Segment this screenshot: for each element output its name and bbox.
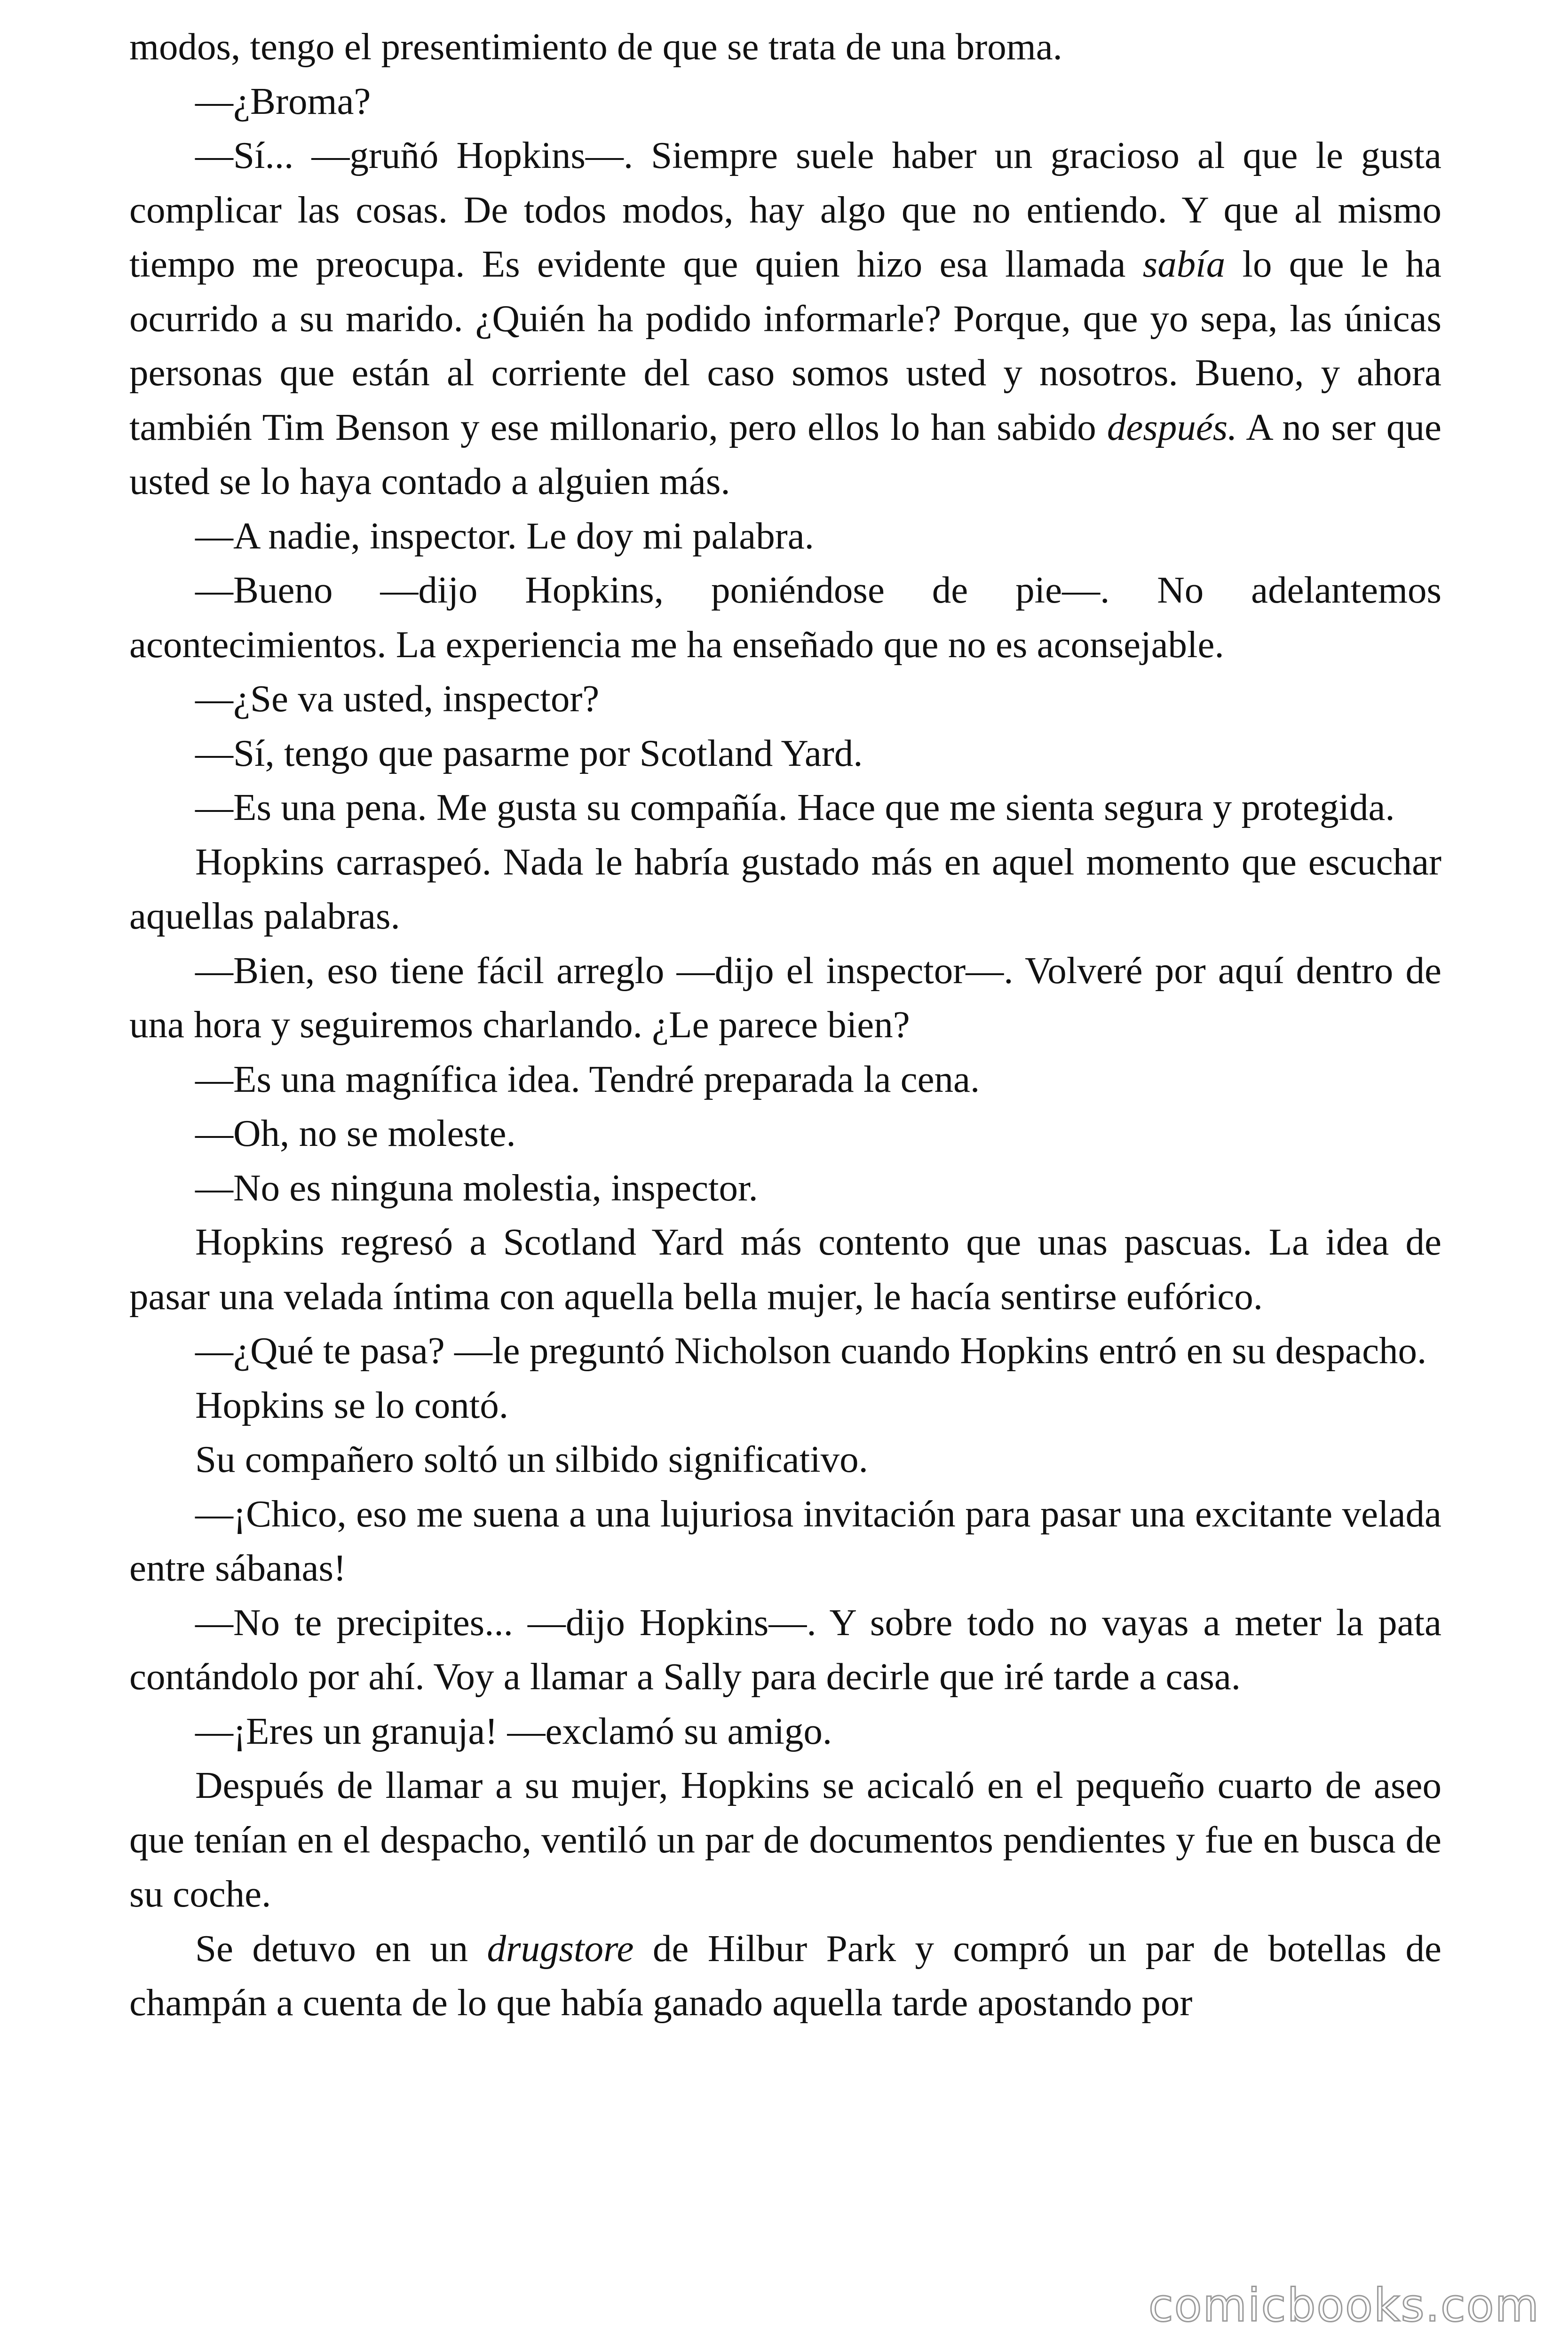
paragraph-text: —Bien, eso tiene fácil arreglo —dijo el inspector—. Volveré por aquí dentro de una hora y seguiremos charlando. ¿Le parece bien? bbox=[129, 949, 1441, 1046]
paragraph bbox=[129, 1704, 1441, 1759]
paragraph bbox=[129, 563, 1441, 672]
paragraph-text: Hopkins carraspeó. Nada le habría gustado más en aquel momento que escuchar aquellas palabras. bbox=[129, 840, 1441, 937]
text-body bbox=[129, 20, 1441, 2030]
paragraph bbox=[129, 509, 1441, 564]
watermark: comicbooks.com bbox=[1148, 2279, 1540, 2332]
paragraph bbox=[129, 1758, 1441, 1922]
paragraph bbox=[129, 780, 1441, 835]
paragraph-text: —A nadie, inspector. Le doy mi palabra. bbox=[195, 514, 814, 557]
paragraph-text: —Es una magnífica idea. Tendré preparada la cena. bbox=[195, 1057, 980, 1100]
paragraph-text: Hopkins regresó a Scotland Yard más contento que unas pascuas. La idea de pasar una velada íntima con aquella bella mujer, le hacía sentirse eufórico. bbox=[129, 1221, 1441, 1318]
italic-text: después. bbox=[1107, 405, 1237, 448]
paragraph bbox=[129, 1161, 1441, 1216]
paragraph bbox=[129, 1106, 1441, 1161]
paragraph-text: Se detuvo en un bbox=[195, 1927, 487, 1970]
paragraph-text: Su compañero soltó un silbido significativo. bbox=[195, 1438, 868, 1480]
paragraph bbox=[129, 1052, 1441, 1107]
paragraph-text: —Oh, no se moleste. bbox=[195, 1112, 516, 1154]
paragraph bbox=[129, 1324, 1441, 1378]
paragraph bbox=[129, 1215, 1441, 1324]
paragraph bbox=[129, 835, 1441, 944]
paragraph-text: —Bueno —dijo Hopkins, poniéndose de pie—. No adelantemos acontecimientos. La experiencia me ha enseñado que no es aconsejable. bbox=[129, 569, 1441, 666]
paragraph-text: —Es una pena. Me gusta su compañía. Hace que me sienta segura y protegida. bbox=[195, 786, 1395, 828]
paragraph bbox=[129, 944, 1441, 1052]
paragraph-text: —No te precipites... —dijo Hopkins—. Y sobre todo no vayas a meter la pata contándolo por ahí. Voy a llamar a Sally para decirle que iré tarde a casa. bbox=[129, 1601, 1441, 1698]
paragraph-text: —No es ninguna molestia, inspector. bbox=[195, 1166, 758, 1209]
paragraph-text: —¡Eres un granuja! —exclamó su amigo. bbox=[195, 1709, 832, 1752]
paragraph-text: Después de llamar a su mujer, Hopkins se acicaló en el pequeño cuarto de aseo que tenían en el despacho, ventiló un par de documentos pendientes y fue en busca de su coche. bbox=[129, 1764, 1441, 1915]
paragraph-text: —¿Broma? bbox=[195, 79, 371, 122]
paragraph bbox=[129, 1378, 1441, 1433]
paragraph-text: lo que le ha ocurrido a su marido. ¿Quién ha podido informarle? Porque, que yo sepa, las únicas personas que están al corriente del caso somos usted y nosotros. Bueno, y ahora también Tim Benson y ese millonario, pero ellos lo han sabido bbox=[129, 243, 1441, 448]
paragraph bbox=[129, 1922, 1441, 2030]
paragraph-text: —Sí... —gruñó Hopkins—. Siempre suele haber un gracioso al que le gusta complicar las cosas. De todos modos, hay algo que no entiendo. Y que al mismo tiempo me preocupa. Es evidente que quien hizo esa llamada bbox=[129, 134, 1441, 285]
paragraph bbox=[129, 20, 1441, 74]
paragraph bbox=[129, 128, 1441, 509]
paragraph bbox=[129, 672, 1441, 726]
paragraph-text: de Hilbur Park y compró un par de botellas de champán a cuenta de lo que había ganado aquella tarde apostando por bbox=[129, 1927, 1441, 2024]
paragraph-text: —¡Chico, eso me suena a una lujuriosa invitación para pasar una excitante velada entre sábanas! bbox=[129, 1492, 1441, 1589]
paragraph-text: A no ser que usted se lo haya contado a alguien más. bbox=[129, 405, 1441, 502]
paragraph bbox=[129, 1432, 1441, 1487]
paragraph bbox=[129, 1596, 1441, 1704]
paragraph bbox=[129, 74, 1441, 129]
paragraph-text: —¿Se va usted, inspector? bbox=[195, 677, 600, 720]
paragraph bbox=[129, 1487, 1441, 1596]
italic-text: drugstore bbox=[487, 1927, 634, 1970]
paragraph-text: Hopkins se lo contó. bbox=[195, 1383, 508, 1426]
italic-text: sabía bbox=[1142, 243, 1226, 285]
paragraph bbox=[129, 726, 1441, 781]
book-page bbox=[129, 20, 1441, 2030]
paragraph-text: —¿Qué te pasa? —le preguntó Nicholson cuando Hopkins entró en su despacho. bbox=[195, 1329, 1427, 1372]
paragraph-text: —Sí, tengo que pasarme por Scotland Yard. bbox=[195, 731, 863, 774]
paragraph-text: modos, tengo el presentimiento de que se trata de una broma. bbox=[129, 25, 1062, 68]
